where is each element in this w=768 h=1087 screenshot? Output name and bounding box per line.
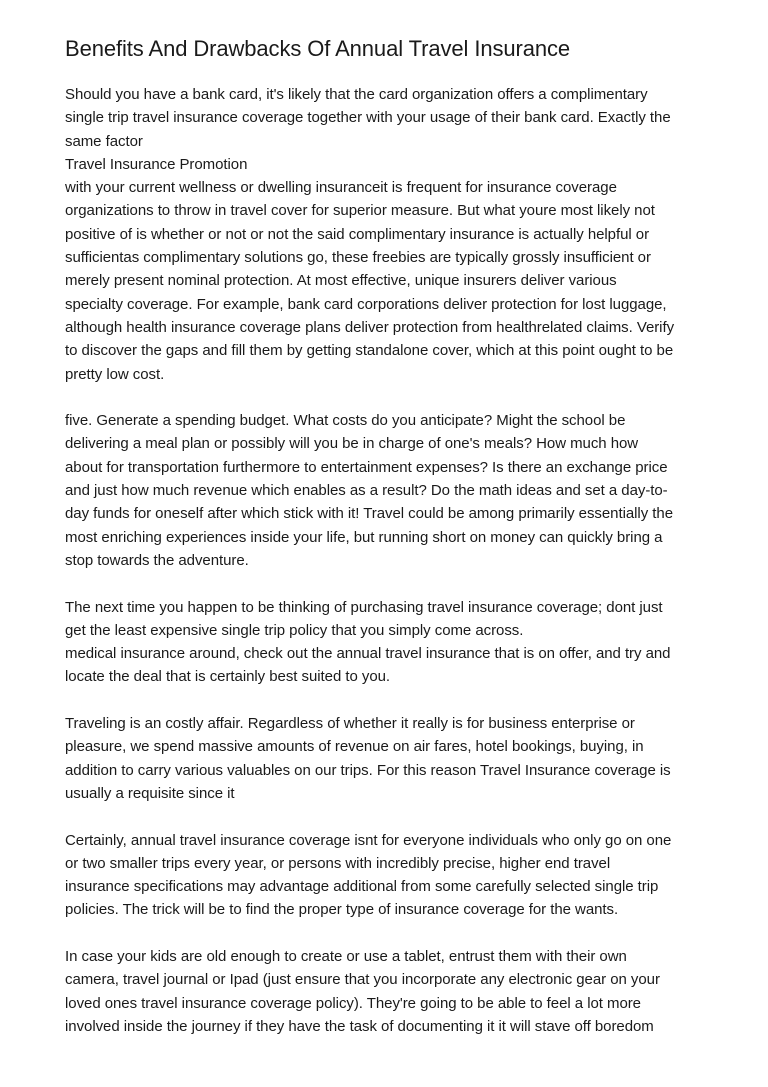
text-line: usually a requisite since it: [65, 784, 235, 802]
text-line: day funds for oneself after which stick with it! Travel could be among primarily essentially the: [65, 505, 673, 523]
document-body: [65, 83, 705, 1038]
paragraph: [65, 712, 705, 805]
text-line: about for transportation furthermore to entertainment expenses? Is there an exchange price: [65, 458, 668, 476]
text-line: specialty coverage. For example, bank card corporations deliver protection for lost luggage,: [65, 295, 667, 313]
paragraph: [65, 83, 705, 386]
document-page: [65, 34, 705, 1061]
text-line: most enriching experiences inside your life, but running short on money can quickly bring a: [65, 528, 663, 546]
text-line: although health insurance coverage plans deliver protection from healthrelated claims. Verify: [65, 318, 675, 336]
text-line: pleasure, we spend massive amounts of revenue on air fares, hotel bookings, buying, in: [65, 738, 644, 756]
text-line: In case your kids are old enough to create or use a tablet, entrust them with their own: [65, 947, 627, 965]
text-line: loved ones travel insurance coverage policy). They're going to be able to feel a lot more: [65, 994, 641, 1012]
text-line: same factor: [65, 132, 143, 150]
text-line: merely present nominal protection. At most effective, unique insurers deliver various: [65, 272, 617, 290]
paragraph: [65, 829, 705, 922]
text-line: positive of is whether or not or not the said complimentary insurance is actually helpful or: [65, 225, 650, 243]
paragraph: [65, 596, 705, 689]
text-line: stop towards the adventure.: [65, 551, 249, 569]
text-line: and just how much revenue which enables as a result? Do the math ideas and set a day-to-: [65, 482, 668, 500]
text-line: involved inside the journey if they have the task of documenting it it will stave off boredom: [65, 1017, 654, 1035]
paragraph: [65, 945, 705, 1038]
text-line: sufficientas complimentary solutions go, these freebies are typically grossly insufficient or: [65, 249, 651, 267]
text-line: policies. The trick will be to find the proper type of insurance coverage for the wants.: [65, 901, 619, 919]
text-line: addition to carry various valuables on our trips. For this reason Travel Insurance coverage is: [65, 761, 671, 779]
text-line: insurance specifications may advantage additional from some carefully selected single trip: [65, 878, 659, 896]
text-line: camera, travel journal or Ipad (just ensure that you incorporate any electronic gear on your: [65, 971, 660, 989]
text-line: five. Generate a spending budget. What costs do you anticipate? Might the school be: [65, 412, 626, 430]
text-line: to discover the gaps and fill them by getting standalone cover, which at this point ought to be: [65, 342, 674, 360]
text-line: locate the deal that is certainly best suited to you.: [65, 668, 391, 686]
text-line: get the least expensive single trip policy that you simply come across.: [65, 621, 524, 639]
text-line: pretty low cost.: [65, 365, 165, 383]
text-line: Should you have a bank card, it's likely that the card organization offers a complimentary: [65, 86, 648, 103]
text-line: delivering a meal plan or possibly will you be in charge of one's meals? How much how: [65, 435, 639, 453]
text-line: Certainly, annual travel insurance coverage isnt for everyone individuals who only go on one: [65, 831, 672, 849]
page-title: Benefits And Drawbacks Of Annual Travel Insurance: [65, 36, 571, 61]
text-line: Travel Insurance Promotion: [65, 155, 248, 173]
text-line: organizations to throw in travel cover for superior measure. But what youre most likely not: [65, 202, 655, 220]
text-line: or two smaller trips every year, or persons with incredibly precise, higher end travel: [65, 854, 611, 872]
text-line: with your current wellness or dwelling insuranceit is frequent for insurance coverage: [65, 179, 617, 197]
text-line: The next time you happen to be thinking of purchasing travel insurance coverage; dont just: [65, 598, 663, 616]
text-line: single trip travel insurance coverage together with your usage of their bank card. Exactly the: [65, 109, 671, 127]
paragraph: [65, 409, 705, 572]
text-line: Traveling is an costly affair. Regardless of whether it really is for business enterprise or: [65, 715, 635, 733]
text-line: medical insurance around, check out the annual travel insurance that is on offer, and try and: [65, 645, 671, 663]
